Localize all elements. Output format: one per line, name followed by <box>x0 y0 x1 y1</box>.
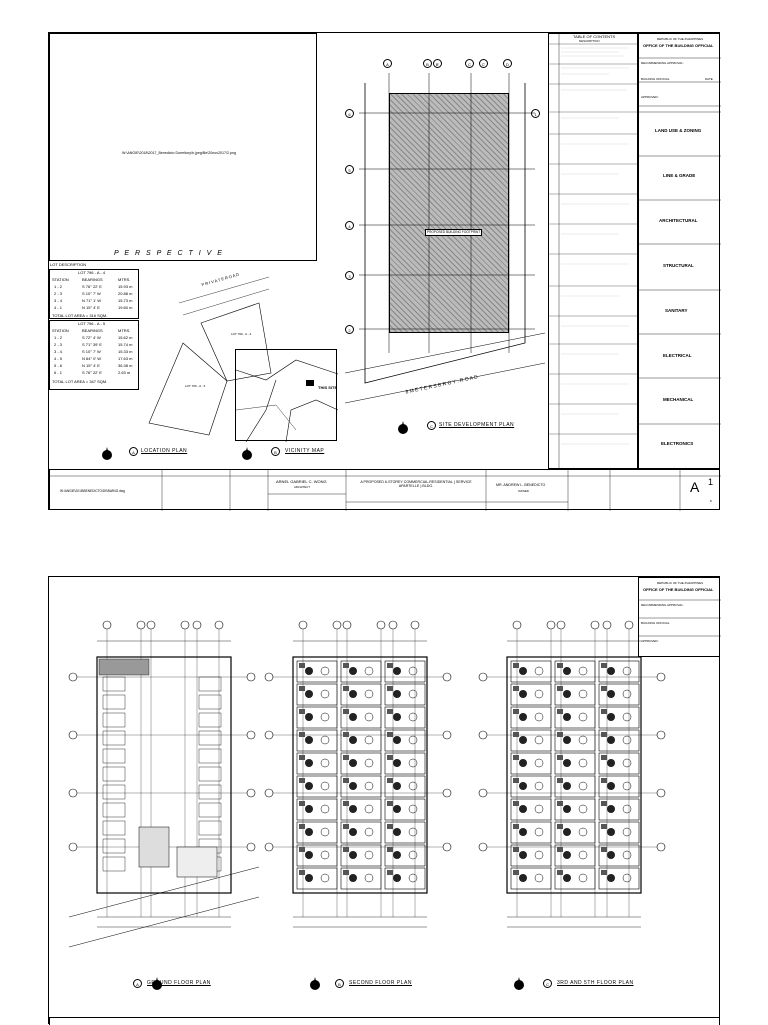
north-arrow-icon <box>239 447 255 463</box>
vicinity-site-label: THIS SITE <box>318 385 338 390</box>
floor-plan-drawing <box>69 617 259 1017</box>
table-cell: 15.62 m <box>118 335 133 340</box>
lot-table-2-title: LOT 796 - A - 5 <box>78 321 106 326</box>
site-road-label: 8 M E T E R S B R G Y . R O A D <box>405 374 479 396</box>
ground-floor-plan-label: GROUND FLOOR PLAN <box>147 980 211 986</box>
table-cell: S 76° 22' E <box>82 284 102 289</box>
sheet-total: 8 <box>710 499 712 503</box>
owner-role: OWNER <box>518 489 529 493</box>
north-arrow-icon <box>395 421 411 437</box>
table-cell: S 71° 39' E <box>82 342 102 347</box>
table-cell: 15.93 m <box>118 284 133 289</box>
grid-bubble: 2 <box>345 325 354 334</box>
agency-name: REPUBLIC OF THE PHILIPPINES <box>657 37 704 41</box>
site-plan-label: SITE DEVELOPMENT PLAN <box>439 422 515 428</box>
table-cell: 2.63 m <box>118 370 131 375</box>
grid-bubble: B' <box>433 59 442 68</box>
approval-section-electronics: ELECTRONICS <box>661 441 694 446</box>
site-plan-marker: C <box>427 421 436 430</box>
plan-marker: A <box>133 979 142 988</box>
approved-label: APPROVED: <box>641 95 659 99</box>
table-cell: S 72° 4' W <box>82 335 101 340</box>
grid-bubble: 4 <box>345 221 354 230</box>
office-name: OFFICE OF THE BUILDING OFFICIAL <box>643 43 714 48</box>
table-cell: S 10° 7' W <box>82 349 101 354</box>
lot-description-heading: LOT DESCRIPTION <box>50 262 87 267</box>
table-cell: 19.60 m <box>118 305 133 310</box>
table-cell: 2 - 3 <box>54 342 63 347</box>
table-cell: 15.74 m <box>118 342 133 347</box>
architect-role: ARCHITECT <box>294 485 311 489</box>
col-header: MTRS. <box>118 328 131 333</box>
lot-a4-label: LOT 796 - A - 4 <box>231 332 252 336</box>
owner-name: MR. ANDREW L. BENEDICTO <box>496 483 546 487</box>
floor-plan-drawing <box>479 617 669 1017</box>
col-header: BEARINGS <box>82 328 103 333</box>
project-title: A PROPOSED 6-STOREY COMMERCIAL-RESIDENTIAL ( SERVICE APARTELLE ) BLDG. <box>360 480 472 489</box>
table-cell: 6 - 1 <box>54 370 63 375</box>
grid-bubble: 1 <box>531 109 540 118</box>
approval-section-architectural: ARCHITECTURAL <box>659 218 698 223</box>
toc-title: TABLE OF CONTENTS <box>573 34 616 39</box>
table-cell: 1 - 2 <box>54 284 63 289</box>
toc-subtitle: DESCRIPTION <box>579 39 600 43</box>
table-cell: 4 - 1 <box>54 305 63 310</box>
col-header: MTRS. <box>118 277 131 282</box>
table-cell: N 64° 0' W <box>82 356 102 361</box>
vicinity-map <box>235 349 337 441</box>
north-arrow-icon <box>99 447 115 463</box>
location-plan-marker: A <box>129 447 138 456</box>
table-cell: 3 - 4 <box>54 349 63 354</box>
lot-a5-label: LOT 796 - A - 5 <box>185 384 206 388</box>
sheet-number: 1 <box>708 477 714 487</box>
drawing-sheet-1 <box>48 32 720 510</box>
approval-section-electrical: ELECTRICAL <box>663 353 692 358</box>
table-cell: S 10° 7' W <box>82 291 101 296</box>
floor-plan-drawing <box>265 617 455 1017</box>
table-cell: 1 - 2 <box>54 335 63 340</box>
perspective-title: P E R S P E C T I V E <box>114 250 224 257</box>
perspective-panel <box>49 33 317 261</box>
drawing-sheet-2 <box>48 576 720 1024</box>
table-cell: 2 - 3 <box>54 291 63 296</box>
grid-bubble: A <box>383 59 392 68</box>
approved-label: APPROVED: <box>641 639 659 643</box>
title-block-filename: W:\ANGIE\2018\BENEDICTO\DRAWING.dwg <box>60 489 125 493</box>
approvals-column <box>638 33 720 469</box>
north-arrow-icon <box>307 977 323 993</box>
grid-bubble: 6 <box>345 109 354 118</box>
third-fifth-floor-plan-label: 3RD AND 5TH FLOOR PLAN <box>557 980 634 986</box>
table-cell: 20.88 m <box>118 291 133 296</box>
table-cell: 15.73 m <box>118 298 133 303</box>
col-header: BEARINGS <box>82 277 103 282</box>
plan-marker: C <box>543 979 552 988</box>
agency-name: REPUBLIC OF THE PHILIPPINES <box>657 581 704 585</box>
table-cell: N 71° 1' W <box>82 298 102 303</box>
floor-plans <box>49 577 638 1025</box>
approval-section-sanitary: SANITARY <box>665 308 688 313</box>
lot-table-2 <box>49 320 139 390</box>
grid-bubble: B <box>423 59 432 68</box>
location-plan-label: LOCATION PLAN <box>141 448 188 454</box>
office-name: OFFICE OF THE BUILDING OFFICIAL <box>643 587 714 592</box>
table-cell: N 15° 4' E <box>82 305 100 310</box>
table-cell: 5 - 6 <box>54 363 63 368</box>
grid-bubble: 5 <box>345 165 354 174</box>
building-footprint-note: PROPOSED BUILDING FOOTPRINT <box>425 229 482 236</box>
table-cell: 36.38 m <box>118 363 133 368</box>
approval-section-mechanical: MECHANICAL <box>663 397 694 402</box>
lot-total-area: TOTAL LOT AREA = 347 SQM. <box>52 379 108 384</box>
grid-bubble: 3 <box>345 271 354 280</box>
table-cell: 15.33 m <box>118 349 133 354</box>
grid-bubble: C' <box>479 59 488 68</box>
lot-total-area: TOTAL LOT AREA = 316 SQM. <box>52 313 108 318</box>
table-cell: 4 - 5 <box>54 356 63 361</box>
architect-name: ARNEL GABRIEL C. WONG <box>276 479 327 484</box>
sheet-letter: A <box>690 479 700 495</box>
table-cell: N 15° 4' E <box>82 363 100 368</box>
building-official-label: BUILDING OFFICIAL <box>641 77 670 81</box>
grid-bubble: C <box>465 59 474 68</box>
title-block <box>49 469 720 510</box>
second-floor-plan-label: SECOND FLOOR PLAN <box>349 980 412 986</box>
building-official-label: BUILDING OFFICIAL <box>641 621 670 625</box>
perspective-filename: W:\ANGIE\2018\2017_Benedicto Dormitory\b.jpeg\Be\20nov2017\2.png <box>122 151 237 155</box>
toc-grid <box>549 34 639 470</box>
vicinity-map-marker: B <box>271 447 280 456</box>
table-cell: 3 - 4 <box>54 298 63 303</box>
location-road-label: P R I V A T E R O A D <box>200 271 240 288</box>
approval-section-structural: STRUCTURAL <box>663 263 694 268</box>
date-label: DATE <box>705 77 713 81</box>
plan-marker: B <box>335 979 344 988</box>
col-header: STATION <box>52 328 69 333</box>
recommending-label: RECOMMENDING APPROVAL: <box>641 603 684 607</box>
col-header: STATION <box>52 277 69 282</box>
site-development-plan <box>345 53 545 423</box>
table-cell: 17.63 m <box>118 356 133 361</box>
lot-table-1 <box>49 269 139 319</box>
approval-section-line-grade: LINE & GRADE <box>663 173 696 178</box>
table-cell: S 76° 22' E <box>82 370 102 375</box>
north-arrow-icon <box>511 977 527 993</box>
table-of-contents <box>548 33 638 469</box>
approval-section-land-use: LAND USE & ZONING <box>655 128 702 133</box>
lot-table-1-title: LOT 796 - A - 4 <box>78 270 106 275</box>
vicinity-map-label: VICINITY MAP <box>285 448 325 454</box>
recommending-label: RECOMMENDING APPROVAL: <box>641 61 684 65</box>
grid-bubble: D <box>503 59 512 68</box>
